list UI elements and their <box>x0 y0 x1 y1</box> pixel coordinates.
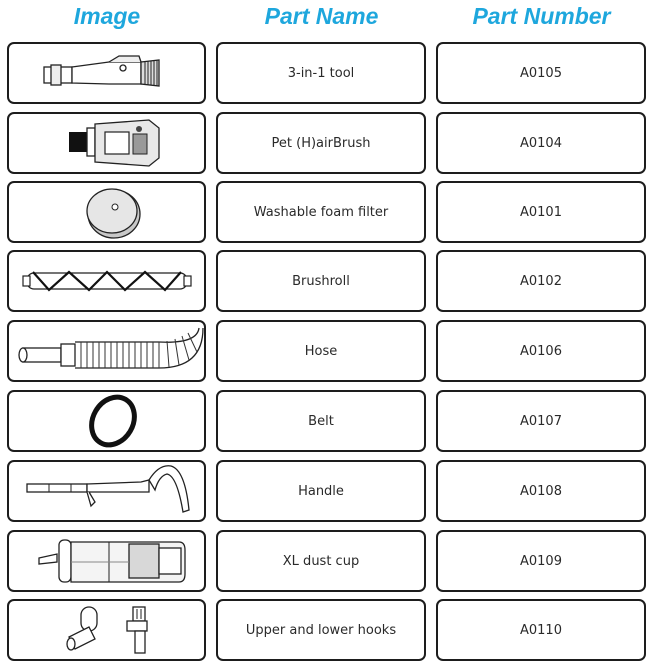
part-number-cell: A0109 <box>436 530 646 592</box>
part-number-cell: A0110 <box>436 599 646 661</box>
part-name-column-header: Part Name <box>264 3 379 29</box>
belt-icon <box>9 392 204 450</box>
part-image-cell <box>7 181 206 243</box>
part-name-cell: Handle <box>216 460 426 522</box>
part-image-cell <box>7 112 206 174</box>
part-number-cell: A0101 <box>436 181 646 243</box>
hose-icon <box>9 322 204 380</box>
part-name-cell: Belt <box>216 390 426 452</box>
part-image-cell <box>7 530 206 592</box>
part-image-cell <box>7 390 206 452</box>
part-number-cell: A0104 <box>436 112 646 174</box>
dust-cup-icon <box>9 532 204 590</box>
part-number-column-header: Part Number <box>472 3 611 29</box>
part-image-cell <box>7 250 206 312</box>
part-image-cell <box>7 42 206 104</box>
part-number-cell: A0106 <box>436 320 646 382</box>
part-number-cell: A0105 <box>436 42 646 104</box>
part-number-cell: A0102 <box>436 250 646 312</box>
handle-icon <box>9 462 204 520</box>
part-image-cell <box>7 460 206 522</box>
hooks-icon <box>9 601 204 659</box>
part-number-cell: A0108 <box>436 460 646 522</box>
part-image-cell <box>7 320 206 382</box>
foam-filter-icon <box>9 183 204 241</box>
part-name-cell: Brushroll <box>216 250 426 312</box>
part-number-cell: A0107 <box>436 390 646 452</box>
three-in-one-tool-icon <box>9 44 204 102</box>
image-column-header: Image <box>73 3 141 29</box>
pet-hair-brush-icon <box>9 114 204 172</box>
part-name-cell: XL dust cup <box>216 530 426 592</box>
part-name-cell: Washable foam filter <box>216 181 426 243</box>
part-image-cell <box>7 599 206 661</box>
part-name-cell: Pet (H)airBrush <box>216 112 426 174</box>
part-name-cell: Hose <box>216 320 426 382</box>
brushroll-icon <box>9 252 204 310</box>
part-name-cell: 3-in-1 tool <box>216 42 426 104</box>
part-name-cell: Upper and lower hooks <box>216 599 426 661</box>
